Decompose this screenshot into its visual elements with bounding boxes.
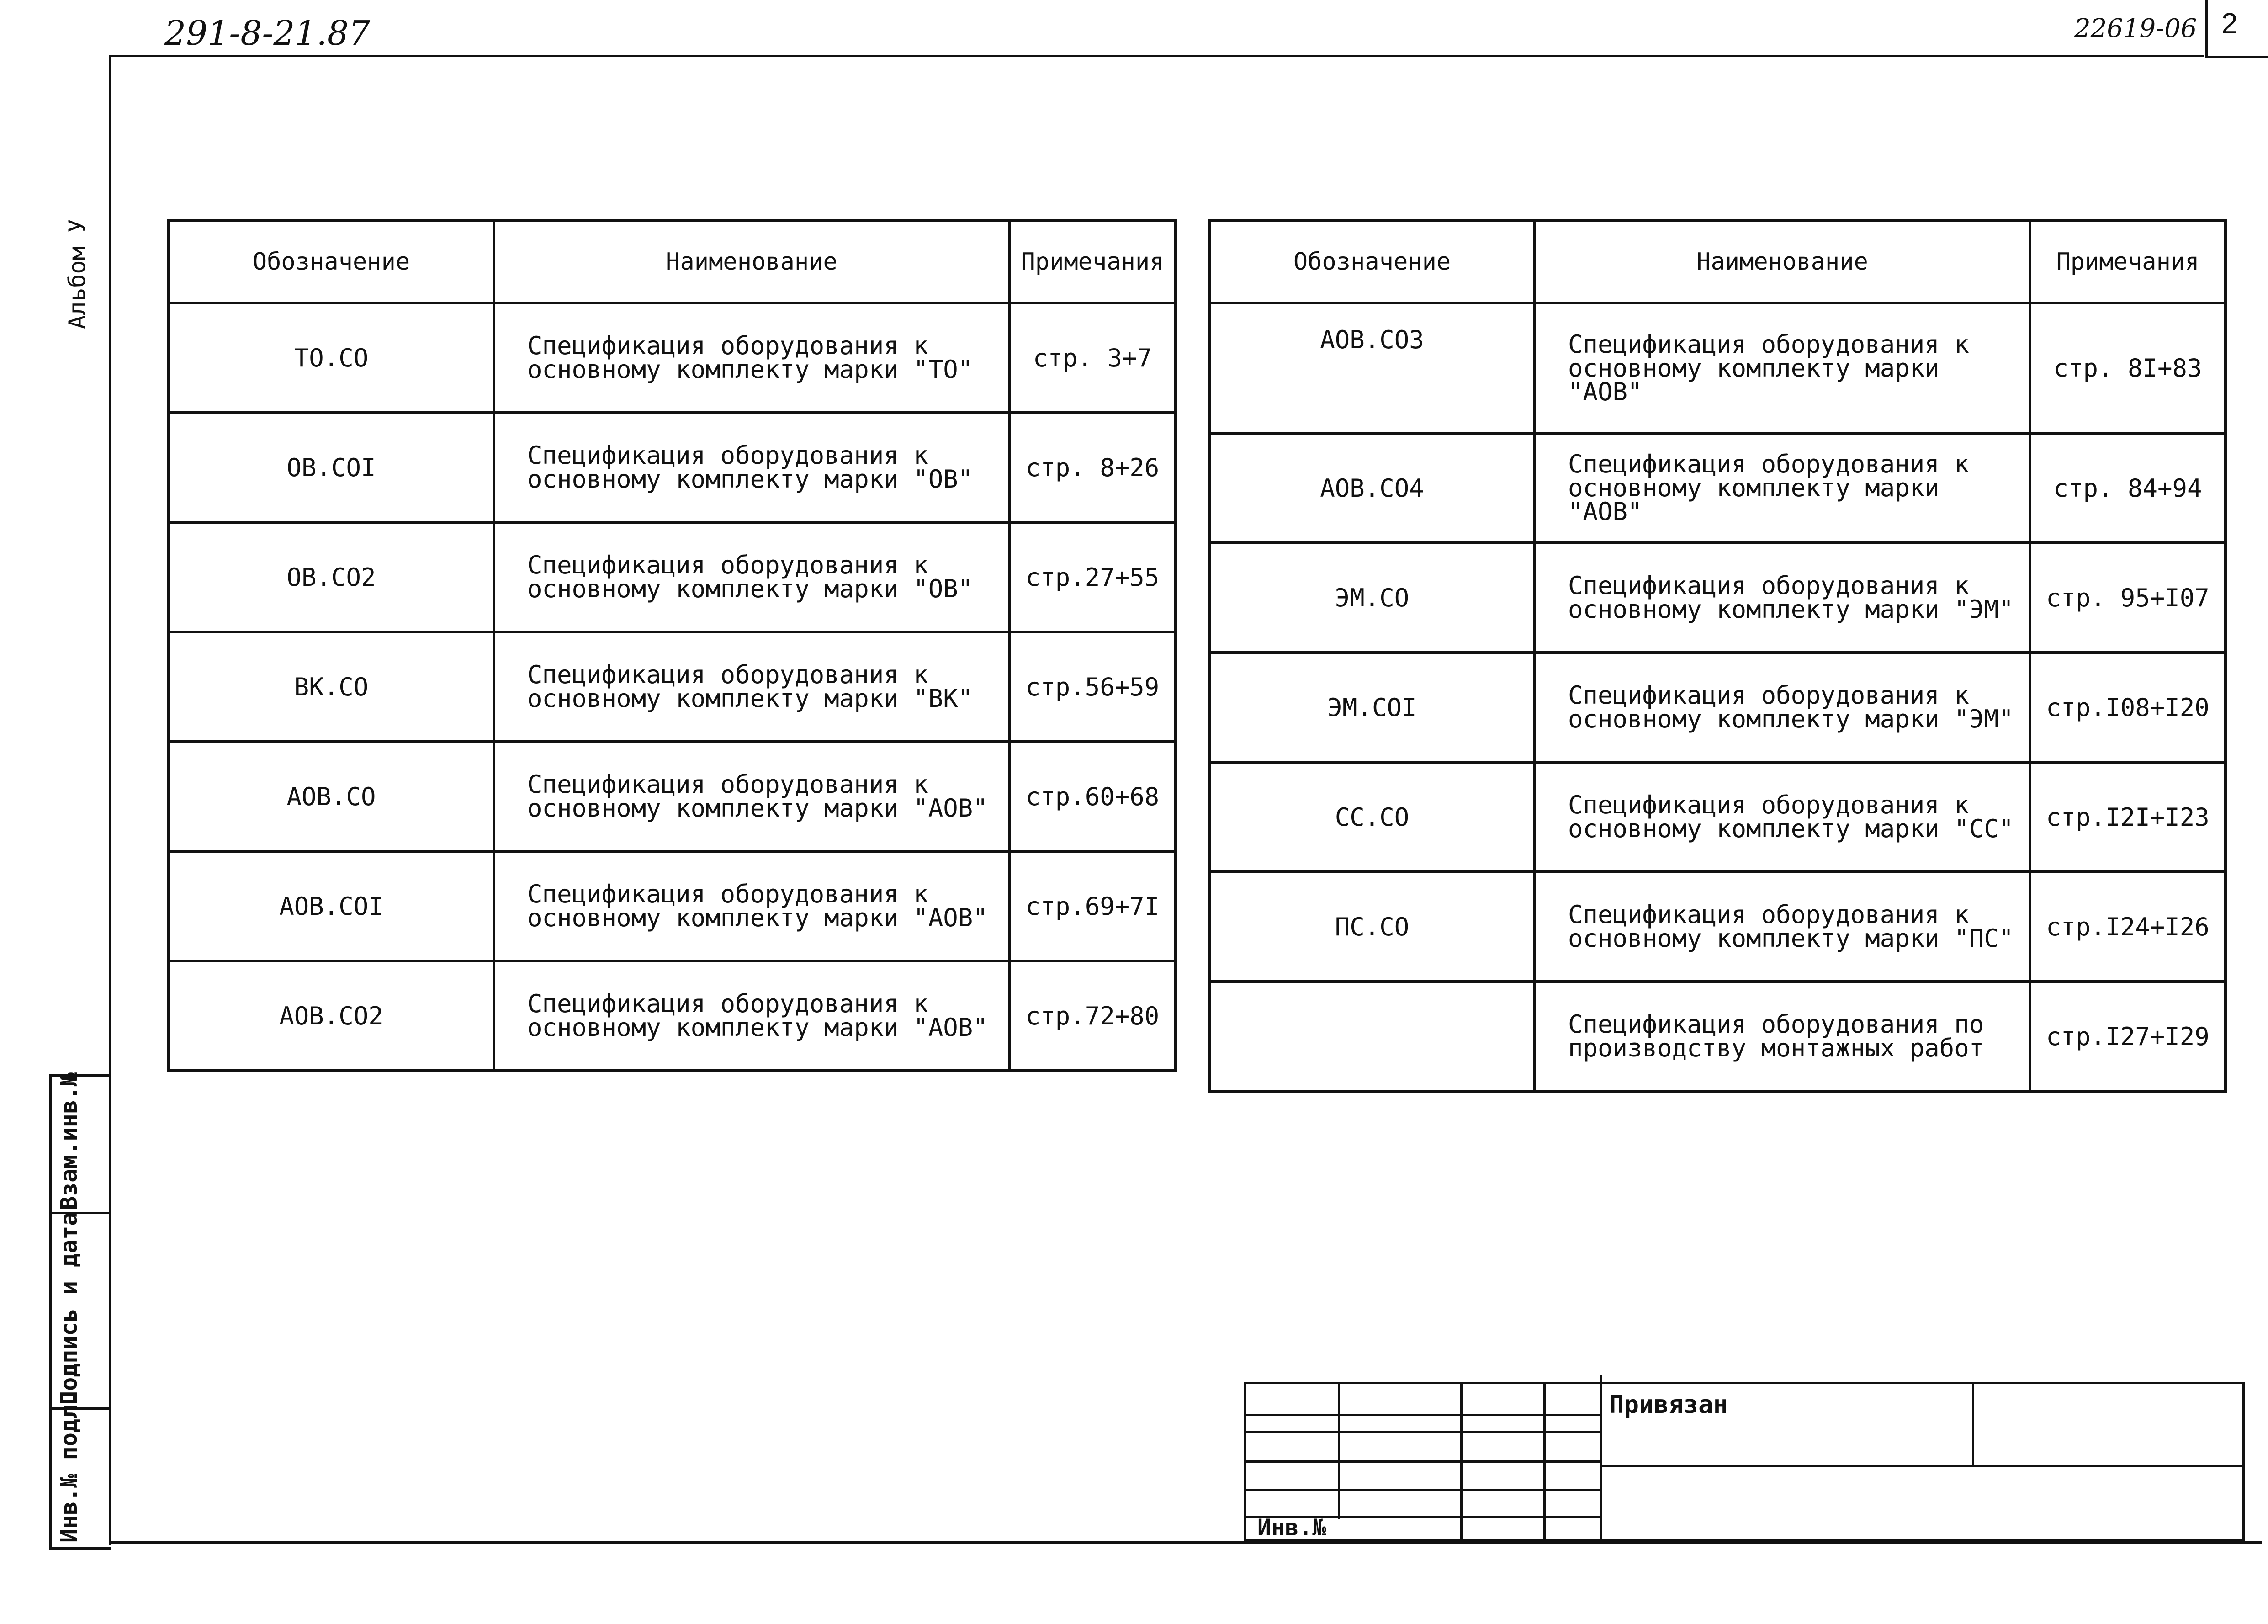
tb-line <box>1244 1414 1601 1416</box>
table-row <box>1209 303 2226 433</box>
row-note: стр.27+55 <box>1009 522 1176 632</box>
row-name <box>494 522 1009 632</box>
name-line2: основному комплекту марки "АОВ" <box>1568 473 1939 526</box>
tb-line <box>1972 1382 1974 1467</box>
table-row <box>1209 872 2226 982</box>
name-line1: Спецификация оборудования к <box>527 441 928 470</box>
header-notes: Примечания <box>1009 221 1176 303</box>
row-code: СС.СО <box>1209 762 1535 872</box>
tb-line <box>1600 1539 2244 1541</box>
name-line1: Спецификация оборудования к <box>1568 571 1969 600</box>
table-row <box>1209 653 2226 762</box>
name-line2: основному комплекту марки "СС" <box>1568 814 2014 843</box>
row-name <box>494 303 1009 413</box>
row-note: стр. 84+94 <box>2030 433 2226 543</box>
frame-top-line <box>109 55 2204 57</box>
name-line1: Спецификация оборудования к <box>527 660 928 689</box>
row-note: стр. 8I+83 <box>2030 303 2226 433</box>
row-note: стр. 95+I07 <box>2030 543 2226 653</box>
name-line1: Спецификация оборудования к <box>527 989 928 1018</box>
table-header-row <box>169 221 1176 303</box>
name-line1: Спецификация оборудования к <box>1568 900 1969 929</box>
sheet-box-bottom <box>2205 56 2268 58</box>
stamp-podpis-data: Подпись и дата <box>56 1212 82 1405</box>
name-line1: Спецификация оборудования по <box>1568 1010 1984 1039</box>
table-row <box>169 522 1176 632</box>
row-code: АОВ.СО <box>169 742 494 851</box>
row-name <box>1535 872 2030 982</box>
tb-line <box>2242 1382 2245 1541</box>
name-line2: основному комплекту марки "АОВ" <box>1568 353 1939 406</box>
row-name <box>1535 653 2030 762</box>
row-name <box>1535 303 2030 433</box>
name-line1: Спецификация оборудования к <box>1568 329 1969 359</box>
row-code <box>1209 982 1535 1091</box>
spec-table-left <box>167 219 1177 1072</box>
name-line2: основному комплекту марки "ПС" <box>1568 924 2014 953</box>
name-line2: основному комплекту марки "ОВ" <box>527 574 973 603</box>
name-line2: основному комплекту марки "ТО" <box>527 355 973 384</box>
row-note: стр.69+7I <box>1009 851 1176 961</box>
row-note: стр.I08+I20 <box>2030 653 2226 762</box>
name-line2: основному комплекту марки "ЭМ" <box>1568 705 2014 733</box>
row-name <box>494 413 1009 522</box>
table-row <box>169 961 1176 1071</box>
table-row <box>1209 982 2226 1091</box>
name-line1: Спецификация оборудования к <box>527 880 928 908</box>
title-block <box>1244 1375 2244 1541</box>
header-notes: Примечания <box>2030 221 2226 303</box>
row-note: стр.I24+I26 <box>2030 872 2226 982</box>
name-line1: Спецификация оборудования к <box>527 331 928 360</box>
row-name <box>494 632 1009 742</box>
row-code: АОВ.СОI <box>169 851 494 961</box>
name-line1: Спецификация оборудования к <box>527 770 928 799</box>
row-code: АОВ.СО4 <box>1209 433 1535 543</box>
row-code: ТО.СО <box>169 303 494 413</box>
table-row <box>1209 433 2226 543</box>
table-row <box>169 303 1176 413</box>
name-line2: основному комплекту марки "АОВ" <box>527 1013 988 1042</box>
row-name <box>494 961 1009 1071</box>
document-number: 291-8-21.87 <box>164 14 371 53</box>
row-note: стр. 8+26 <box>1009 413 1176 522</box>
header-designation: Обозначение <box>1209 221 1535 303</box>
name-line2: основному комплекту марки "ЭМ" <box>1568 595 2014 624</box>
sheet-box-divider <box>2205 0 2208 58</box>
name-line2: основному комплекту марки "ВК" <box>527 684 973 713</box>
table-row <box>169 413 1176 522</box>
name-line2: основному комплекту марки "АОВ" <box>527 794 988 823</box>
archive-number: 22619-06 <box>2074 14 2197 43</box>
row-code: ОВ.СО2 <box>169 522 494 632</box>
row-name <box>1535 433 2030 543</box>
row-name <box>494 851 1009 961</box>
spec-table-right <box>1208 219 2227 1093</box>
privyazan-label: Привязан <box>1609 1390 1728 1419</box>
row-note: стр.56+59 <box>1009 632 1176 742</box>
name-line2: основному комплекту марки "АОВ" <box>527 903 988 932</box>
row-note: стр. 3+7 <box>1009 303 1176 413</box>
header-name: Наименование <box>1535 221 2030 303</box>
row-code: ЭМ.СО <box>1209 543 1535 653</box>
row-note: стр.I27+I29 <box>2030 982 2226 1091</box>
table-row <box>169 742 1176 851</box>
name-line1: Спецификация оборудования к <box>1568 681 1969 710</box>
album-label: Альбом У <box>64 219 90 329</box>
inv-number-label: Инв.№ <box>1257 1514 1326 1541</box>
sheet-number: 2 <box>2221 7 2238 40</box>
header-designation: Обозначение <box>169 221 494 303</box>
row-name <box>494 742 1009 851</box>
row-name <box>1535 762 2030 872</box>
row-note: стр.I2I+I23 <box>2030 762 2226 872</box>
table-row <box>169 851 1176 961</box>
stamp-vzam-inv: Взам.инв.№ <box>56 1072 82 1210</box>
name-line1: Спецификация оборудования к <box>1568 450 1969 478</box>
row-name <box>1535 982 2030 1091</box>
tb-line <box>1244 1431 1601 1433</box>
stamp-inv-podl: Инв.№ подл. <box>56 1391 82 1543</box>
row-code: ЭМ.СОI <box>1209 653 1535 762</box>
name-line1: Спецификация оборудования к <box>1568 791 1969 819</box>
table-header-row <box>1209 221 2226 303</box>
row-note: стр.72+80 <box>1009 961 1176 1071</box>
tb-line <box>1244 1489 1601 1491</box>
tb-line <box>1600 1465 2244 1467</box>
header-name: Наименование <box>494 221 1009 303</box>
row-note: стр.60+68 <box>1009 742 1176 851</box>
table-row <box>1209 543 2226 653</box>
row-code: ПС.СО <box>1209 872 1535 982</box>
table-row <box>169 632 1176 742</box>
row-code: ОВ.СОI <box>169 413 494 522</box>
row-code: ВК.СО <box>169 632 494 742</box>
table-row <box>1209 762 2226 872</box>
tb-line <box>1600 1382 2244 1384</box>
row-name <box>1535 543 2030 653</box>
row-code: АОВ.СО3 <box>1209 303 1535 433</box>
row-code: АОВ.СО2 <box>169 961 494 1071</box>
name-line1: Спецификация оборудования к <box>527 551 928 579</box>
name-line2: основному комплекту марки "ОВ" <box>527 465 973 494</box>
tb-line <box>1244 1460 1601 1463</box>
tb-line <box>1244 1382 1601 1384</box>
tb-line <box>1338 1382 1340 1519</box>
name-line2: производству монтажных работ <box>1568 1034 1984 1062</box>
